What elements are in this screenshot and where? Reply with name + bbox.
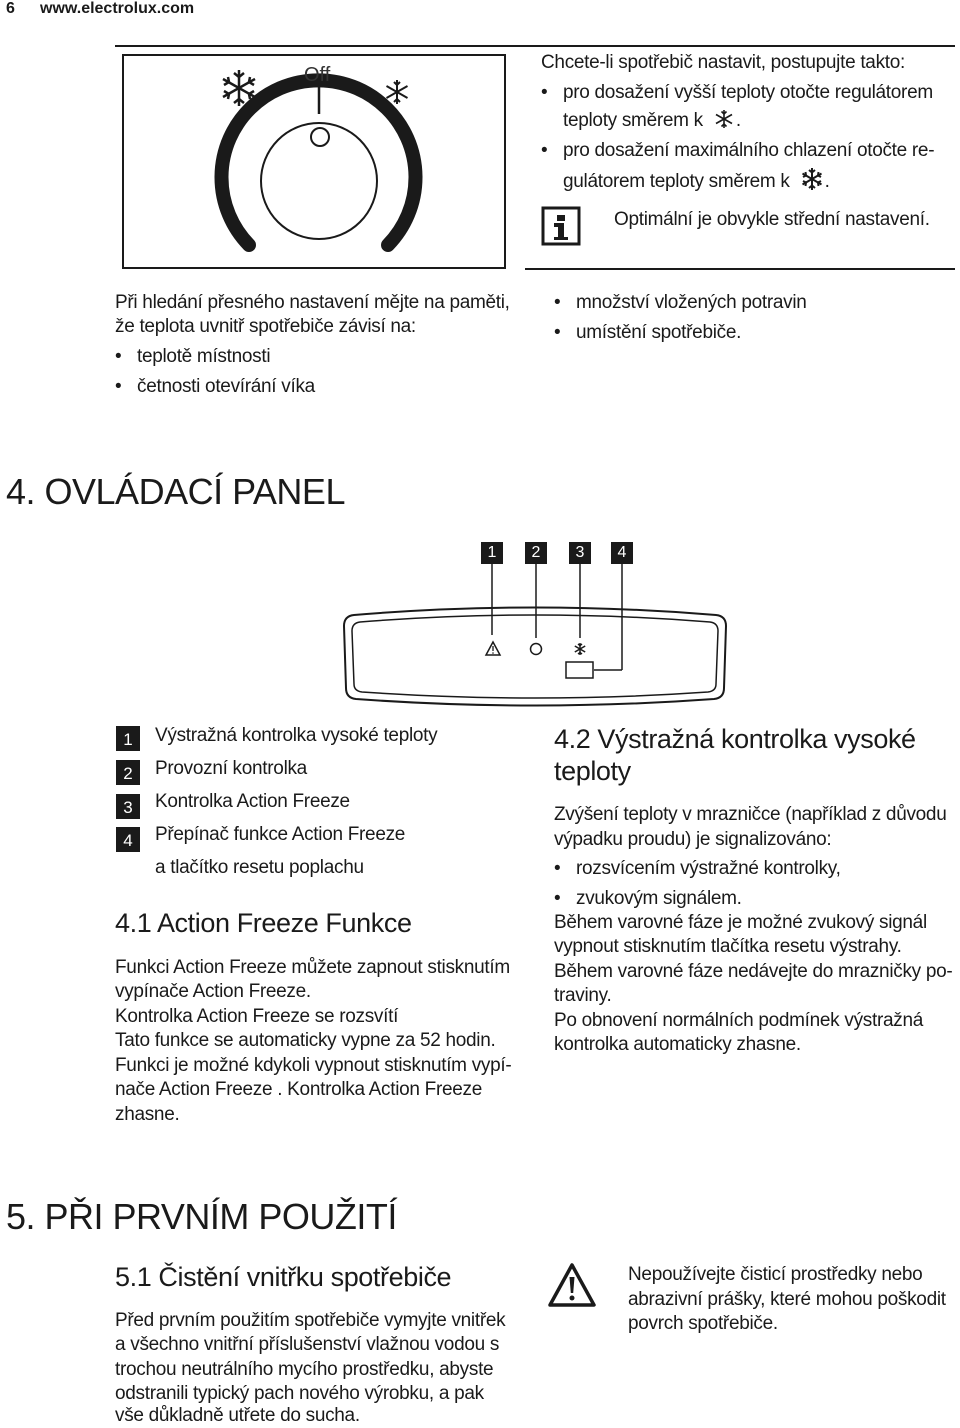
factor-item: • teplotě místnosti xyxy=(137,345,270,369)
subsection-5-1-title: 5.1 Čistění vnitřku spotřebiče xyxy=(115,1262,452,1292)
callout-2: 2 xyxy=(525,542,547,564)
subsection-4-2-text: traviny. xyxy=(554,985,612,1006)
subsection-4-1-text: vypínače Action Freeze. xyxy=(115,981,311,1002)
subsection-5-1-text: trochou neutrálního mycího prostředku, abyste xyxy=(115,1359,494,1380)
warning-triangle-icon xyxy=(486,642,500,655)
subsection-4-1-text: nače Action Freeze . Kontrolka Action Freeze xyxy=(115,1079,483,1100)
factor-item: • četnosti otevírání víka xyxy=(137,375,315,399)
warning-text: Nepoužívejte čisticí prostředky nebo xyxy=(628,1264,923,1285)
setup-bullet-1-text: teploty směrem k xyxy=(563,110,703,131)
setup-bullet-2-line-2 xyxy=(563,167,830,194)
subsection-4-1-text: Funkci Action Freeze můžete zapnout stisknutím xyxy=(115,957,510,978)
factors-intro-line-1: Při hledání přesného nastavení mějte na paměti, xyxy=(115,292,510,313)
legend-label: Provozní kontrolka xyxy=(155,758,307,779)
setup-bullet-1-line-2 xyxy=(563,109,741,133)
subsection-4-1-text: Tato funkce se automaticky vypne za 52 hodin. xyxy=(115,1030,496,1051)
legend-number: 4 xyxy=(116,827,140,852)
freeze-snowflake-icon xyxy=(575,643,585,655)
subsection-4-2-intro: výpadku proudu) je signalizováno: xyxy=(554,829,832,850)
subsection-4-1-text: zhasne. xyxy=(115,1104,180,1125)
info-note: Optimální je obvykle střední nastavení. xyxy=(614,209,930,230)
subsection-5-1-text: odstranili typický pach nového výrobku, a pak xyxy=(115,1383,484,1404)
subsection-4-2-text: Po obnovení normálních podmínek výstražná xyxy=(554,1010,923,1031)
header-url: www.electrolux.com xyxy=(40,0,195,17)
subsection-4-2-intro: Zvýšení teploty v mrazničce (například z důvodu xyxy=(554,804,947,825)
callout-4: 4 xyxy=(611,542,633,564)
legend-number: 2 xyxy=(116,760,140,785)
legend-label-continued: a tlačítko resetu poplachu xyxy=(155,857,364,878)
setup-bullet-2-text: gulátorem teploty směrem k xyxy=(563,171,790,192)
legend-number: 1 xyxy=(116,726,140,751)
callout-3: 3 xyxy=(569,542,591,564)
small-snowflake-icon xyxy=(712,109,736,129)
subsection-4-2-text: Během varovné fáze nedávejte do mrazničky po- xyxy=(554,961,953,982)
subsection-4-1-title: 4.1 Action Freeze Funkce xyxy=(115,908,412,938)
factor-item: • množství vložených potravin xyxy=(576,291,807,315)
legend-label: Přepínač funkce Action Freeze xyxy=(155,824,406,845)
info-icon xyxy=(541,206,581,246)
control-panel-diagram xyxy=(340,560,730,720)
divider-setup xyxy=(525,268,955,270)
thermostat-dial-illustration xyxy=(122,54,506,269)
subsection-4-2-title-line-1: 4.2 Výstražná kontrolka vysoké xyxy=(554,724,916,754)
section-5-title: 5. PŘI PRVNÍM POUŽITÍ xyxy=(6,1196,397,1237)
section-4-title: 4. OVLÁDACÍ PANEL xyxy=(6,471,345,512)
subsection-4-2-text: vypnout stisknutím tlačítka resetu výstrahy. xyxy=(554,936,902,957)
factor-item: • umístění spotřebiče. xyxy=(576,321,741,345)
large-snowflake-icon xyxy=(799,167,825,191)
setup-bullet-1-line-1: • pro dosažení vyšší teploty otočte regulátorem xyxy=(563,81,933,105)
setup-bullet-2-line-1: • pro dosažení maximálního chlazení otočte re- xyxy=(563,139,934,163)
subsection-5-1-text: a všechno vnitřní příslušenství vlažnou vodou s xyxy=(115,1334,500,1355)
subsection-5-1-text: Před prvním použitím spotřebiče vymyjte vnitřek xyxy=(115,1310,506,1331)
subsection-4-2-title-line-2: teploty xyxy=(554,756,631,786)
legend-label: Výstražná kontrolka vysoké teploty xyxy=(155,725,438,746)
dial-off-label: Off xyxy=(304,64,331,86)
callout-1: 1 xyxy=(481,542,503,564)
subsection-4-2-text: kontrolka automaticky zhasne. xyxy=(554,1034,801,1055)
setup-bullet-1-period: . xyxy=(735,110,741,131)
warning-icon xyxy=(547,1262,597,1308)
subsection-4-1-text: Kontrolka Action Freeze se rozsvítí xyxy=(115,1006,399,1027)
subsection-4-2-bullet: • rozsvícením výstražné kontrolky, xyxy=(576,857,841,881)
subsection-4-2-text: Během varovné fáze je možné zvukový signál xyxy=(554,912,927,933)
legend-number: 3 xyxy=(116,794,140,819)
legend-label: Kontrolka Action Freeze xyxy=(155,791,350,812)
page-number: 6 xyxy=(6,0,15,17)
dial-graphic xyxy=(124,56,504,267)
setup-bullet-2-period: . xyxy=(824,171,830,192)
factors-intro-line-2: že teplota uvnitř spotřebiče závisí na: xyxy=(115,316,416,337)
subsection-4-2-bullet: • zvukovým signálem. xyxy=(576,887,742,911)
divider-top xyxy=(115,45,955,47)
subsection-5-1-text: vše důkladně utřete do sucha. xyxy=(115,1405,360,1426)
warning-text: povrch spotřebiče. xyxy=(628,1313,778,1334)
setup-intro: Chcete-li spotřebič nastavit, postupujte takto: xyxy=(541,52,905,73)
subsection-4-1-text: Funkci je možné kdykoli vypnout stisknutím vypí- xyxy=(115,1055,512,1076)
warning-text: abrazivní prášky, které mohou poškodit xyxy=(628,1289,946,1310)
action-freeze-switch-icon xyxy=(566,662,593,678)
min-cooling-snowflake-icon xyxy=(387,80,408,104)
operation-lamp-icon xyxy=(531,644,542,655)
